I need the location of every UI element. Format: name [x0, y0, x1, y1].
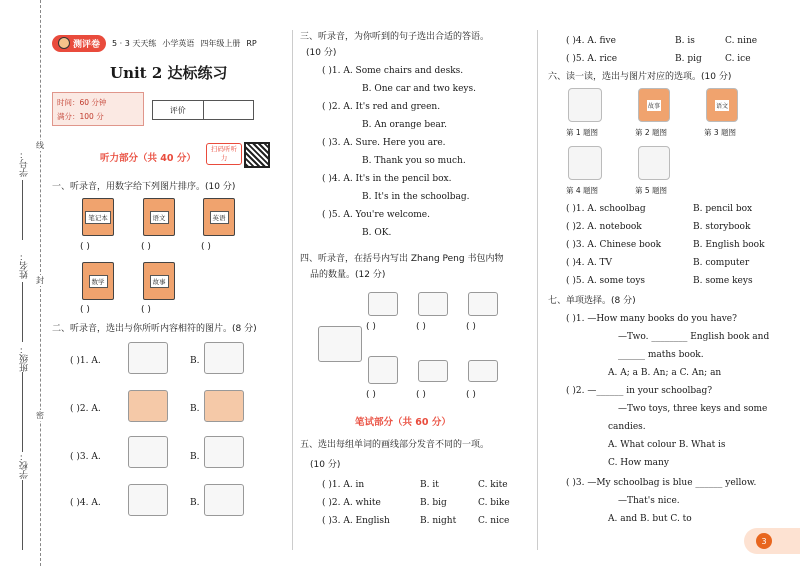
- q6-row-2-b[interactable]: B. storybook: [693, 222, 751, 232]
- caption-3: 第 3 题图: [704, 128, 737, 137]
- q5-title: 五、选出每组单词的画线部分发音不同的一项。: [300, 440, 490, 450]
- q6-row-2[interactable]: ( )2. A. notebook: [566, 222, 642, 232]
- q2-option-b[interactable]: B.: [190, 404, 200, 414]
- name-line: [22, 282, 23, 342]
- chinese-book-icon: 语文: [706, 88, 738, 122]
- page-title: Unit 2 达标练习: [110, 64, 228, 82]
- q5-row-5-c[interactable]: C. ice: [725, 54, 751, 64]
- q3-item-5-a[interactable]: ( )5. A. You're welcome.: [322, 210, 430, 220]
- q3-items: [300, 62, 530, 242]
- q7-line: ______ maths book.: [618, 350, 704, 360]
- q7-options[interactable]: A. and B. but C. to: [608, 514, 692, 524]
- cut-mark-1: 线: [36, 141, 44, 150]
- grade: 四年级上册: [200, 38, 241, 48]
- page-header: [52, 32, 282, 54]
- q3-item-2-a[interactable]: ( )2. A. It's red and green.: [322, 102, 441, 112]
- q3-item-5-b[interactable]: B. OK.: [362, 228, 392, 238]
- car-icon: [368, 292, 398, 316]
- page-tab: [744, 528, 800, 554]
- eval-label: 评价: [153, 101, 204, 119]
- answer-blank[interactable]: ( ): [80, 242, 90, 252]
- q3-item-3-a[interactable]: ( )3. A. Sure. Here you are.: [322, 138, 446, 148]
- notebook-icon: [468, 292, 498, 316]
- scan-label: 扫码听听力: [206, 143, 242, 165]
- mascot-icon: [58, 37, 70, 49]
- evaluation-box: [152, 100, 254, 120]
- q6-row-1-b[interactable]: B. pencil box: [693, 204, 753, 214]
- story-book-icon: 故事: [143, 262, 175, 300]
- q2-option-b[interactable]: B.: [190, 452, 200, 462]
- answer-blank[interactable]: ( ): [141, 305, 151, 315]
- q3-section: [300, 30, 530, 242]
- q3-item-1-b[interactable]: B. One car and two keys.: [362, 84, 476, 94]
- name-label: 姓名：: [20, 252, 30, 279]
- column-divider: [292, 30, 293, 550]
- q5-row-1-c[interactable]: C. kite: [478, 480, 508, 490]
- q6-row-5[interactable]: ( )5. A. some toys: [566, 276, 646, 286]
- notebook-book-icon: 笔记本: [82, 198, 114, 236]
- q7-line: —Two. ________ English book and: [618, 332, 770, 342]
- schoolbag-icon: [318, 326, 362, 362]
- edition: RP: [246, 38, 257, 48]
- q5-row-4-b[interactable]: B. is: [675, 36, 695, 46]
- chinese-book-icon: 语文: [143, 198, 175, 236]
- q2-item-2[interactable]: ( )2. A.: [70, 404, 101, 414]
- q5-row-3-c[interactable]: C. nice: [478, 516, 510, 526]
- time-limit: 时间：60 分钟: [57, 98, 107, 107]
- q3-item-4-a[interactable]: ( )4. A. It's in the pencil box.: [322, 174, 452, 184]
- q3-score: (10 分): [306, 48, 337, 58]
- answer-blank[interactable]: ( ): [80, 305, 90, 315]
- caption-1: 第 1 题图: [566, 128, 599, 137]
- q3-item-2-b[interactable]: B. An orange bear.: [362, 120, 447, 130]
- q4-title-2: 品的数量。(12 分): [310, 270, 386, 280]
- q6-row-4-b[interactable]: B. computer: [693, 258, 750, 268]
- listening-header: 听力部分（共 40 分）: [100, 153, 196, 164]
- desk-icon: [128, 342, 168, 374]
- q2-item-4[interactable]: ( )4. A.: [70, 498, 101, 508]
- written-header: 笔试部分（共 60 分）: [355, 417, 451, 428]
- column-divider: [537, 30, 538, 550]
- info-box: [52, 92, 144, 126]
- q3-item-1-a[interactable]: ( )1. A. Some chairs and desks.: [322, 66, 464, 76]
- q7-line[interactable]: ( )1. —How many books do you have?: [566, 314, 737, 324]
- pencil-box-icon: [128, 390, 168, 422]
- q6-row-3[interactable]: ( )3. A. Chinese book: [566, 240, 662, 250]
- q6-row-1[interactable]: ( )1. A. schoolbag: [566, 204, 646, 214]
- student-no-label: 学号：: [20, 150, 30, 177]
- q7-options[interactable]: A. What colour B. What is: [608, 440, 726, 450]
- keys-icon: [638, 146, 670, 180]
- q2-item-1[interactable]: ( )1. A.: [70, 356, 101, 366]
- q5-row-5-b[interactable]: B. pig: [675, 54, 702, 64]
- q2-item-3[interactable]: ( )3. A.: [70, 452, 101, 462]
- key-icon: [418, 292, 448, 316]
- count-blank[interactable]: ( ): [466, 390, 476, 400]
- answer-blank[interactable]: ( ): [141, 242, 151, 252]
- q5-row-1[interactable]: ( )1. A. in: [322, 480, 365, 490]
- q7-line[interactable]: ( )3. —My schoolbag is blue ______ yellow.: [566, 478, 757, 488]
- schoolbag-icon: [204, 436, 244, 468]
- toy-icon: [128, 484, 168, 516]
- caption-5: 第 5 题图: [635, 186, 668, 195]
- logo: 测评卷: [52, 35, 106, 52]
- class-line: [22, 372, 23, 452]
- desk-icon: [204, 342, 244, 374]
- q3-item-3-b[interactable]: B. Thank you so much.: [362, 156, 466, 166]
- page-number: 3: [756, 533, 772, 549]
- series: 5 · 3 天天练: [112, 38, 157, 48]
- q7-line: —Two toys, three keys and some: [618, 404, 768, 414]
- q2-option-b[interactable]: B.: [190, 356, 200, 366]
- q6-row-3-b[interactable]: B. English book: [693, 240, 765, 250]
- q5-row-2-c[interactable]: C. bike: [478, 498, 510, 508]
- q5-row-1-b[interactable]: B. it: [420, 480, 439, 490]
- qr-code-icon[interactable]: [244, 142, 270, 168]
- student-no-line: [22, 180, 23, 240]
- q7-options[interactable]: A. A; a B. An; a C. An; an: [608, 368, 722, 378]
- q6-row-5-b[interactable]: B. some keys: [693, 276, 753, 286]
- q2-option-b[interactable]: B.: [190, 498, 200, 508]
- schoolbag-icon: [568, 88, 602, 122]
- computer-icon: [568, 146, 602, 180]
- q6-row-4[interactable]: ( )4. A. TV: [566, 258, 613, 268]
- q5-row-4-c[interactable]: C. nine: [725, 36, 758, 46]
- q5-row-3[interactable]: ( )3. A. English: [322, 516, 390, 526]
- q7-line: candies.: [608, 422, 646, 432]
- count-blank[interactable]: ( ): [366, 390, 376, 400]
- full-score: 满分：100 分: [57, 112, 104, 121]
- q5-score: (10 分): [310, 460, 341, 470]
- count-blank[interactable]: ( ): [466, 322, 476, 332]
- q1-title: 一、听录音，用数字给下列图片排序。(10 分): [52, 182, 236, 192]
- q5-row-2-b[interactable]: B. big: [420, 498, 447, 508]
- candy-icon: [418, 360, 448, 382]
- q5-row-2[interactable]: ( )2. A. white: [322, 498, 381, 508]
- storybook-icon: 故事: [638, 88, 670, 122]
- school-label: 学校：: [20, 452, 30, 479]
- english-book-icon: 英语: [203, 198, 235, 236]
- class-label: 班级：: [20, 345, 30, 372]
- q5-row-4[interactable]: ( )4. A. five: [566, 36, 616, 46]
- q7-title: 七、单项选择。(8 分): [548, 296, 636, 306]
- cut-mark-3: 密: [36, 411, 44, 420]
- q5-row-5[interactable]: ( )5. A. rice: [566, 54, 618, 64]
- binding-margin: [0, 0, 50, 566]
- book-icon: [368, 356, 398, 384]
- panda-icon: [204, 484, 244, 516]
- q7-line: —That's nice.: [618, 496, 680, 506]
- cut-mark-2: 封: [36, 276, 44, 285]
- count-blank[interactable]: ( ): [416, 322, 426, 332]
- count-blank[interactable]: ( ): [366, 322, 376, 332]
- q3-item-4-b[interactable]: B. It's in the schoolbag.: [362, 192, 470, 202]
- subject: 小学英语: [162, 38, 195, 48]
- q5-row-3-b[interactable]: B. night: [420, 516, 457, 526]
- school-line: [22, 480, 23, 550]
- eval-field[interactable]: [204, 101, 254, 119]
- q7-options[interactable]: C. How many: [608, 458, 669, 468]
- eraser-icon: [468, 360, 498, 382]
- q3-title: 三、听录音，为你听到的句子选出合适的答语。: [300, 32, 490, 42]
- caption-2: 第 2 题图: [635, 128, 668, 137]
- schoolbag-icon: [128, 436, 168, 468]
- q2-title: 二、听录音，选出与你所听内容相符的图片。(8 分): [52, 324, 257, 334]
- caption-4: 第 4 题图: [566, 186, 599, 195]
- q6-title: 六、读一读，选出与图片对应的选项。(10 分): [548, 72, 732, 82]
- count-blank[interactable]: ( ): [416, 390, 426, 400]
- pencil-box-icon: [204, 390, 244, 422]
- answer-blank[interactable]: ( ): [201, 242, 211, 252]
- maths-book-icon: 数学: [82, 262, 114, 300]
- q7-line[interactable]: ( )2. —______ in your schoolbag?: [566, 386, 713, 396]
- q4-title: 四、听录音，在括号内写出 Zhang Peng 书包内物: [300, 254, 504, 264]
